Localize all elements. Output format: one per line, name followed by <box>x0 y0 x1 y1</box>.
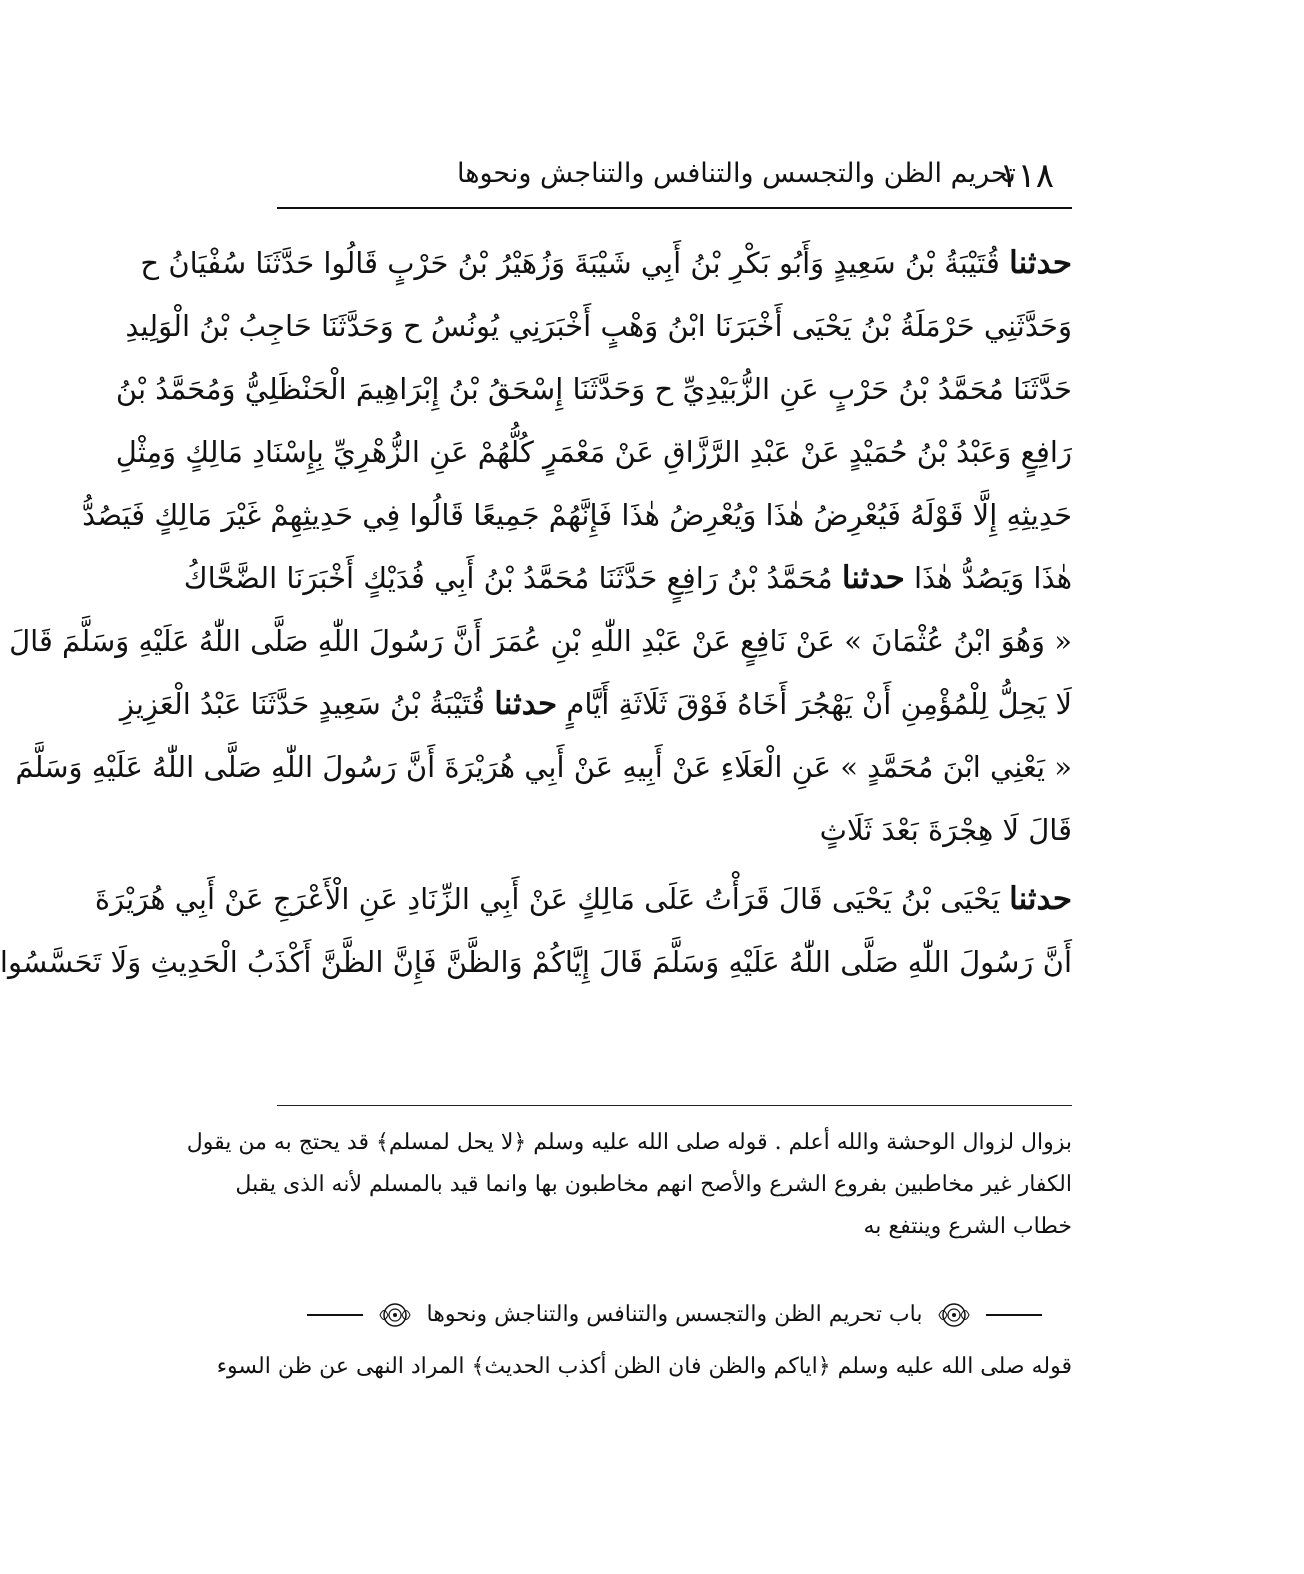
line-text: أَنَّ رَسُولَ اللّٰهِ صَلَّى اللّٰهُ عَلَيْهِ وَسَلَّمَ قَالَ إِيَّاكُمْ وَالظَّنَّ فَإِنَّ الظَّنَّ أَكْذَبُ الْحَدِيثِ وَلَا تَحَسَّسُوا <box>0 945 1072 979</box>
footnote-rule <box>277 1105 1072 1106</box>
hadith-text <box>0 232 1072 994</box>
page-number: ١١٨ <box>999 156 1054 196</box>
text-line <box>15 736 1072 799</box>
text-line <box>82 484 1072 547</box>
text-line <box>0 931 1072 994</box>
haddathana-marker: حدثنا <box>841 560 905 596</box>
haddathana-marker: حدثنا <box>1009 245 1072 281</box>
line-text: وَحَدَّثَنِي حَرْمَلَةُ بْنُ يَحْيَى أَخْبَرَنَا ابْنُ وَهْبٍ أَخْبَرَنِي يُونُسُ ح وَحَدَّثَنَا حَاجِبُ بْنُ الْوَلِيدِ <box>125 309 1072 343</box>
line-text: رَافِعٍ وَعَبْدُ بْنُ حُمَيْدٍ عَنْ عَبْدِ الرَّزَّاقِ عَنْ مَعْمَرٍ كُلُّهُمْ عَنِ الزُّهْرِيِّ بِإِسْنَادِ مَالِكٍ وَمِثْلِ <box>115 435 1072 469</box>
text-line <box>115 421 1072 484</box>
text-line <box>125 295 1072 358</box>
commentary-text <box>186 1122 1072 1248</box>
line-text: يَحْيَى بْنُ يَحْيَى قَالَ قَرَأْتُ عَلَى مَالِكٍ عَنْ أَبِي الزِّنَادِ عَنِ الْأَعْرَجِ عَنْ أَبِي هُرَيْرَةَ <box>94 882 1010 916</box>
line-text: « يَعْنِي ابْنَ مُحَمَّدٍ » عَنِ الْعَلَاءِ عَنْ أَبِيهِ عَنْ أَبِي هُرَيْرَةَ أَنَّ رَسُولَ اللّٰهِ صَلَّى اللّٰهُ عَلَيْهِ وَسَلَّمَ <box>15 750 1072 784</box>
text-line <box>9 610 1072 673</box>
commentary-line: الكفار غير مخاطبين بفروع الشرع والأصح انهم مخاطبون بها وانما قيد بالمسلم لأنه الذى يقبل <box>235 1172 1072 1197</box>
commentary-line: خطاب الشرع وينتفع به <box>863 1214 1072 1239</box>
line-text: قَالَ لَا هِجْرَةَ بَعْدَ ثَلَاثٍ <box>819 813 1072 847</box>
line-text: مُحَمَّدُ بْنُ رَافِعٍ حَدَّثَنَا مُحَمَّدُ بْنُ أَبِي فُدَيْكٍ أَخْبَرَنَا الضَّحَّاكُ <box>183 561 842 595</box>
ornament-icon <box>937 1300 971 1330</box>
haddathana-marker: حدثنا <box>494 686 558 722</box>
haddathana-marker: حدثنا <box>1009 881 1072 917</box>
line-text: حَدَّثَنَا مُحَمَّدُ بْنُ حَرْبٍ عَنِ الزُّبَيْدِيِّ ح وَحَدَّثَنَا إِسْحَقُ بْنُ إِبْرَاهِيمَ الْحَنْظَلِيُّ وَمُحَمَّدُ بْنُ <box>115 372 1072 406</box>
header-title: تحريم الظن والتجسس والتنافس والتناجش ونحوها <box>457 158 1016 189</box>
heading-dash <box>986 1314 1042 1316</box>
ornament-icon <box>378 1300 412 1330</box>
chapter-heading-text: باب تحريم الظن والتجسس والتنافس والتناجش ونحوها <box>426 1302 923 1327</box>
commentary-line: بزوال لزوال الوحشة والله أعلم . قوله صلى الله عليه وسلم ﴿لا يحل لمسلم﴾ قد يحتج به من يقول <box>186 1130 1072 1155</box>
line-text: حَدِيثِهِ إِلَّا قَوْلَهُ فَيُعْرِضُ هٰذَا وَيُعْرِضُ هٰذَا فَإِنَّهُمْ جَمِيعًا قَالُوا فِي حَدِيثِهِمْ غَيْرَ مَالِكٍ فَيَصُدُّ <box>82 498 1072 532</box>
text-line <box>115 358 1072 421</box>
line-text: قُتَيْبَةُ بْنُ سَعِيدٍ حَدَّثَنَا عَبْدُ الْعَزِيزِ <box>119 687 495 721</box>
text-line <box>140 232 1072 295</box>
line-text: « وَهُوَ ابْنُ عُثْمَانَ » عَنْ نَافِعٍ عَنْ عَبْدِ اللّٰهِ بْنِ عُمَرَ أَنَّ رَسُولَ اللّٰهِ صَلَّى اللّٰهُ عَلَيْهِ وَسَلَّمَ قَالَ <box>9 624 1072 658</box>
heading-dash <box>307 1314 363 1316</box>
chapter-heading <box>277 1292 1072 1338</box>
header-rule <box>277 207 1072 209</box>
line-text-before: لَا يَحِلُّ لِلْمُؤْمِنِ أَنْ يَهْجُرَ أَخَاهُ فَوْقَ ثَلَاثَةِ أَيَّامٍ <box>557 687 1072 721</box>
text-line <box>277 799 1072 862</box>
text-line <box>94 868 1072 931</box>
line-text: قُتَيْبَةُ بْنُ سَعِيدٍ وَأَبُو بَكْرِ بْنُ أَبِي شَيْبَةَ وَزُهَيْرُ بْنُ حَرْبٍ قَالُوا حَدَّثَنَا سُفْيَانُ ح <box>140 246 1010 280</box>
commentary-line: قوله صلى الله عليه وسلم ﴿اياكم والظن فان الظن أكذب الحديث﴾ المراد النهى عن ظن السوء <box>216 1354 1072 1379</box>
line-text-before: هٰذَا وَيَصُدُّ هٰذَا <box>904 561 1072 595</box>
text-line <box>183 547 1072 610</box>
text-line <box>119 673 1072 736</box>
running-header <box>277 150 1072 206</box>
